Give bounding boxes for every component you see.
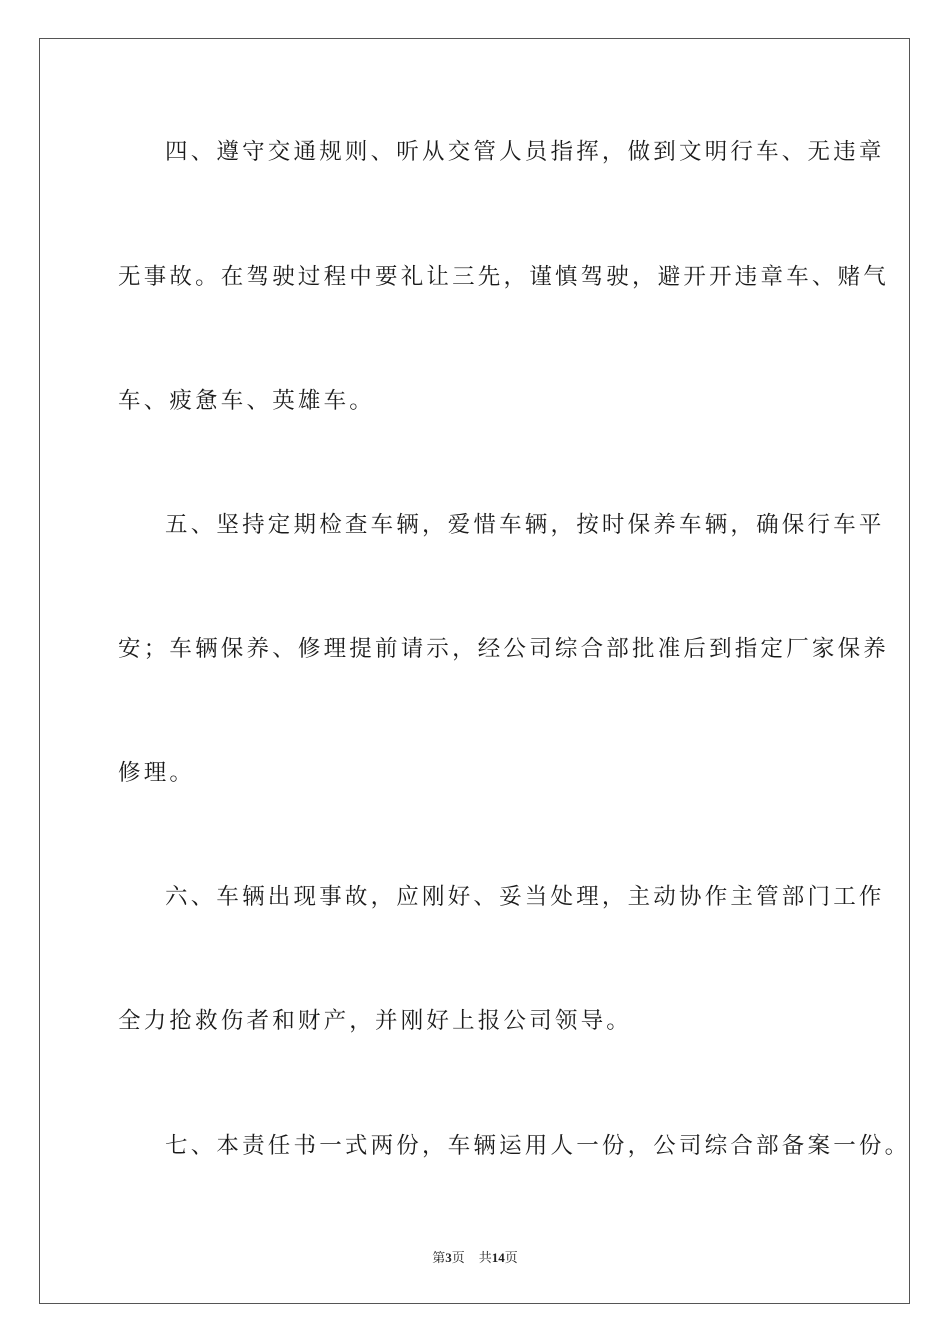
- paragraph-5-line-3: 修理。: [118, 760, 196, 786]
- paragraph-6-line-2: 全力抢救伤者和财产，并刚好上报公司领导。: [118, 1008, 633, 1034]
- footer-page-prefix: 第: [432, 1250, 446, 1265]
- paragraph-7-line-1: 七、本责任书一式两份，车辆运用人一份，公司综合部备案一份。: [165, 1133, 911, 1159]
- footer-page-suffix: 页: [451, 1250, 465, 1265]
- footer-total-suffix: 页: [504, 1250, 518, 1265]
- paragraph-4-line-3: 车、疲惫车、英雄车。: [118, 388, 376, 414]
- footer-page-number: 3: [445, 1250, 452, 1265]
- paragraph-4-line-1: 四、遵守交通规则、听从交管人员指挥，做到文明行车、无违章: [165, 139, 885, 165]
- page-footer: [0, 1247, 950, 1266]
- paragraph-4-line-2: 无事故。在驾驶过程中要礼让三先，谨慎驾驶，避开开违章车、赌气: [118, 264, 890, 290]
- footer-total-pages: 14: [491, 1250, 505, 1265]
- paragraph-6-line-1: 六、车辆出现事故，应刚好、妥当处理，主动协作主管部门工作: [165, 884, 885, 910]
- page-border: [39, 38, 910, 1304]
- footer-total-prefix: 共: [478, 1250, 492, 1265]
- paragraph-5-line-1: 五、坚持定期检查车辆，爱惜车辆，按时保养车辆，确保行车平: [165, 512, 885, 538]
- paragraph-5-line-2: 安；车辆保养、修理提前请示，经公司综合部批准后到指定厂家保养: [118, 636, 890, 662]
